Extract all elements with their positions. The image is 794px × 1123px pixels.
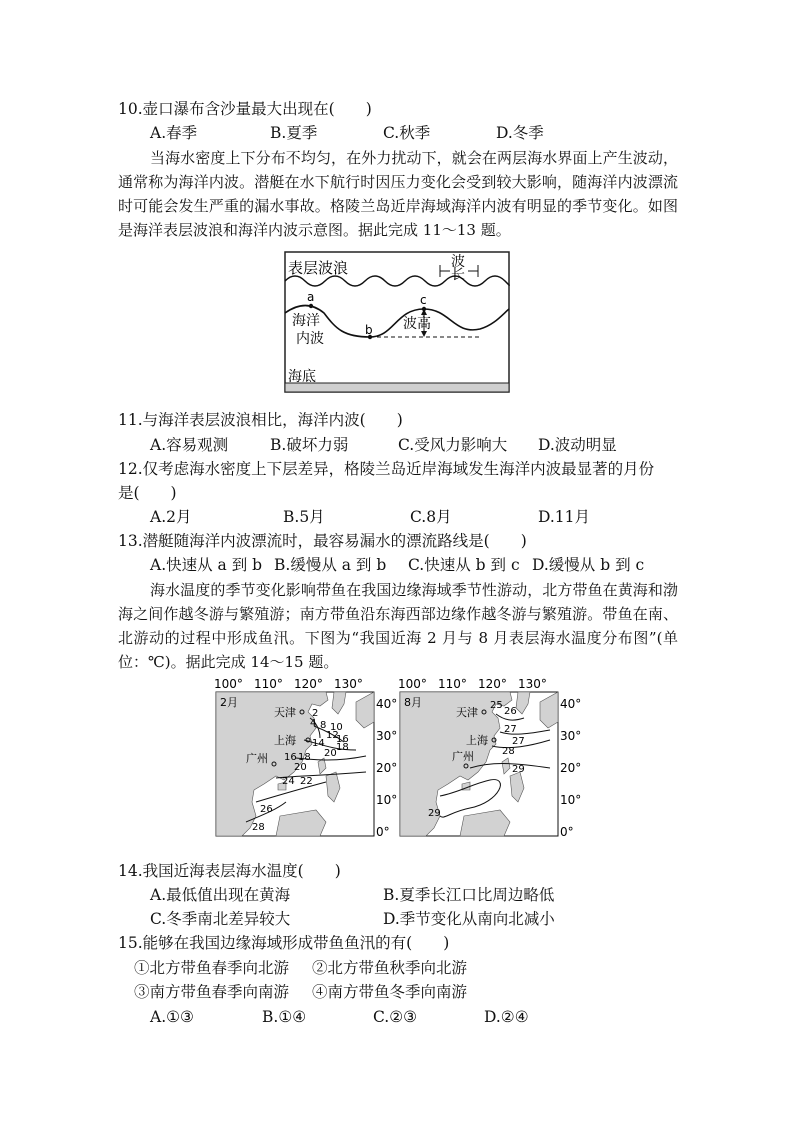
point-c-dot bbox=[422, 307, 426, 311]
lat-label-30: 30° bbox=[560, 729, 582, 743]
q11-stem: 11.与海洋表层波浪相比，海洋内波( ) bbox=[118, 411, 403, 429]
lon-label-110: 110° bbox=[438, 677, 467, 691]
q15-option-b[interactable]: B.①④ bbox=[262, 1008, 307, 1026]
lat-label-40: 40° bbox=[376, 697, 398, 711]
city-guangzhou: 广州 bbox=[452, 750, 474, 763]
q12-option-d[interactable]: D.11月 bbox=[538, 508, 591, 526]
isotherm-label: 8 bbox=[320, 720, 327, 731]
q15-option-c[interactable]: C.②③ bbox=[373, 1008, 418, 1026]
isotherm-label: 27 bbox=[512, 736, 525, 747]
city-shanghai: 上海 bbox=[466, 734, 488, 747]
isotherm-label: 20 bbox=[294, 762, 307, 773]
seabed-label: 海底 bbox=[288, 369, 316, 385]
lat-label-0: 0° bbox=[376, 825, 390, 839]
isotherm-label: 2 bbox=[312, 708, 319, 719]
point-c-label: c bbox=[420, 293, 427, 307]
q14-stem: 14.我国近海表层海水温度( ) bbox=[118, 862, 341, 880]
isotherm-label: 10 bbox=[330, 722, 343, 733]
isotherm-label: 24 bbox=[282, 776, 295, 787]
q11-option-d[interactable]: D.波动明显 bbox=[538, 436, 617, 454]
lon-label-130: 130° bbox=[334, 677, 363, 691]
internal-wave-label-1: 海洋 bbox=[292, 313, 320, 329]
point-b-label: b bbox=[365, 323, 373, 337]
q13-stem: 13.潜艇随海洋内波漂流时，最容易漏水的漂流路线是( ) bbox=[118, 532, 527, 550]
map-august bbox=[394, 676, 590, 840]
lat-label-20: 20° bbox=[376, 761, 398, 775]
q15-item-2: ②北方带鱼秋季向北游 bbox=[312, 959, 468, 977]
city-tianjin: 天津 bbox=[456, 706, 478, 719]
isotherm-label: 16 bbox=[284, 752, 297, 763]
q12-option-c[interactable]: C.8月 bbox=[410, 508, 452, 526]
isotherm-label: 18 bbox=[298, 752, 311, 763]
q14-option-c[interactable]: C.冬季南北差异较大 bbox=[150, 910, 291, 928]
month-label: 2月 bbox=[220, 696, 238, 709]
point-a-dot bbox=[309, 304, 313, 308]
isotherm-label: 26 bbox=[260, 804, 273, 815]
q13-option-a[interactable]: A.快速从 a 到 b bbox=[150, 556, 263, 574]
isotherm-label: 22 bbox=[300, 776, 313, 787]
passage-hairtail-fish: 海水温度的季节变化影响带鱼在我国边缘海域季节性游动，北方带鱼在黄海和渤海之间作越冬游与繁殖游；南方带鱼沿东海西部边缘作越冬游与繁殖游。带鱼在南、北游动的过程中形成鱼汛。下图为“我国近海 2 月与 8 月表层海水温度分布图”(单位：℃)。据此完成 14～15 题。 bbox=[118, 581, 678, 671]
q11-option-c[interactable]: C.受风力影响大 bbox=[398, 436, 508, 454]
q15-option-d[interactable]: D.②④ bbox=[484, 1008, 529, 1026]
q12-option-a[interactable]: A.2月 bbox=[150, 508, 192, 526]
lat-label-0: 0° bbox=[560, 825, 574, 839]
q10-stem: 10.壶口瀑布含沙量最大出现在( ) bbox=[118, 100, 372, 118]
q10-option-a[interactable]: A.春季 bbox=[150, 124, 198, 142]
q10-option-b[interactable]: B.夏季 bbox=[270, 124, 318, 142]
lat-label-10: 10° bbox=[560, 793, 582, 807]
isotherm-label: 25 bbox=[490, 700, 503, 711]
wave-diagram bbox=[284, 251, 510, 393]
q12-option-b[interactable]: B.5月 bbox=[283, 508, 325, 526]
isotherm-label: 14 bbox=[312, 738, 325, 749]
q15-item-1: ①北方带鱼春季向北游 bbox=[134, 959, 290, 977]
isotherm-label: 27 bbox=[504, 724, 517, 735]
q11-option-a[interactable]: A.容易观测 bbox=[150, 436, 229, 454]
q13-option-d[interactable]: D.缓慢从 b 到 c bbox=[532, 556, 645, 574]
city-shanghai: 上海 bbox=[274, 734, 296, 747]
isotherm-label: 12 bbox=[326, 730, 339, 741]
lon-label-100: 100° bbox=[214, 677, 243, 691]
q14-option-d[interactable]: D.季节变化从南向北减小 bbox=[383, 910, 555, 928]
q14-option-a[interactable]: A.最低值出现在黄海 bbox=[150, 886, 291, 904]
wave-height-label: 波高 bbox=[403, 316, 431, 332]
lat-label-10: 10° bbox=[376, 793, 398, 807]
lon-label-110: 110° bbox=[254, 677, 283, 691]
lon-label-100: 100° bbox=[398, 677, 427, 691]
isotherm-label: 26 bbox=[504, 706, 517, 717]
q15-item-4: ④南方带鱼冬季向南游 bbox=[312, 983, 468, 1001]
q10-option-c[interactable]: C.秋季 bbox=[383, 124, 431, 142]
lat-label-40: 40° bbox=[560, 697, 582, 711]
isotherm-label: 28 bbox=[502, 746, 515, 757]
isotherm-label: 28 bbox=[252, 822, 265, 833]
q10-option-d[interactable]: D.冬季 bbox=[496, 124, 544, 142]
isotherm-label: 29 bbox=[428, 808, 441, 819]
lat-label-30: 30° bbox=[376, 729, 398, 743]
lon-label-120: 120° bbox=[294, 677, 323, 691]
map-february bbox=[210, 676, 400, 840]
isotherm-label: 18 bbox=[336, 742, 349, 753]
q15-option-a[interactable]: A.①③ bbox=[150, 1008, 194, 1026]
surface-wave-label: 表层波浪 bbox=[288, 259, 349, 277]
q12-stem-line2: 是( ) bbox=[118, 484, 177, 502]
lat-label-20: 20° bbox=[560, 761, 582, 775]
wavelength-label-2: 长 bbox=[451, 267, 465, 283]
city-tianjin: 天津 bbox=[274, 706, 296, 719]
month-label: 8月 bbox=[404, 696, 422, 709]
passage-internal-waves: 当海水密度上下分布不均匀，在外力扰动下，就会在两层海水界面上产生波动，通常称为海洋内波。潜艇在水下航行时因压力变化会受到较大影响，随海洋内波漂流时可能会发生严重的漏水事故。格陵兰岛近岸海域海洋内波有明显的季节变化。如图是海洋表层波浪和海洋内波示意图。据此完成 11～13 题。 bbox=[118, 149, 678, 239]
q13-option-b[interactable]: B.缓慢从 a 到 b bbox=[274, 556, 387, 574]
q12-stem-line1: 12.仅考虑海水密度上下层差异，格陵兰岛近岸海域发生海洋内波最显著的月份 bbox=[118, 460, 655, 478]
internal-wave-label-2: 内波 bbox=[296, 331, 324, 347]
isotherm-label: 4 bbox=[310, 718, 317, 729]
point-a-label: a bbox=[307, 290, 315, 304]
q13-option-c[interactable]: C.快速从 b 到 c bbox=[408, 556, 520, 574]
wavelength-label-1: 波 bbox=[451, 254, 465, 270]
lon-label-120: 120° bbox=[478, 677, 507, 691]
isotherm-label: 16 bbox=[336, 734, 349, 745]
isotherm-label: 29 bbox=[512, 764, 525, 775]
q11-option-b[interactable]: B.破坏力弱 bbox=[270, 436, 349, 454]
q15-stem: 15.能够在我国边缘海域形成带鱼鱼汛的有( ) bbox=[118, 934, 450, 952]
q14-option-b[interactable]: B.夏季长江口比周边略低 bbox=[383, 886, 555, 904]
lon-label-130: 130° bbox=[518, 677, 547, 691]
isotherm-label: 20 bbox=[324, 748, 337, 759]
q15-item-3: ③南方带鱼春季向南游 bbox=[134, 983, 290, 1001]
city-guangzhou: 广州 bbox=[246, 752, 268, 765]
